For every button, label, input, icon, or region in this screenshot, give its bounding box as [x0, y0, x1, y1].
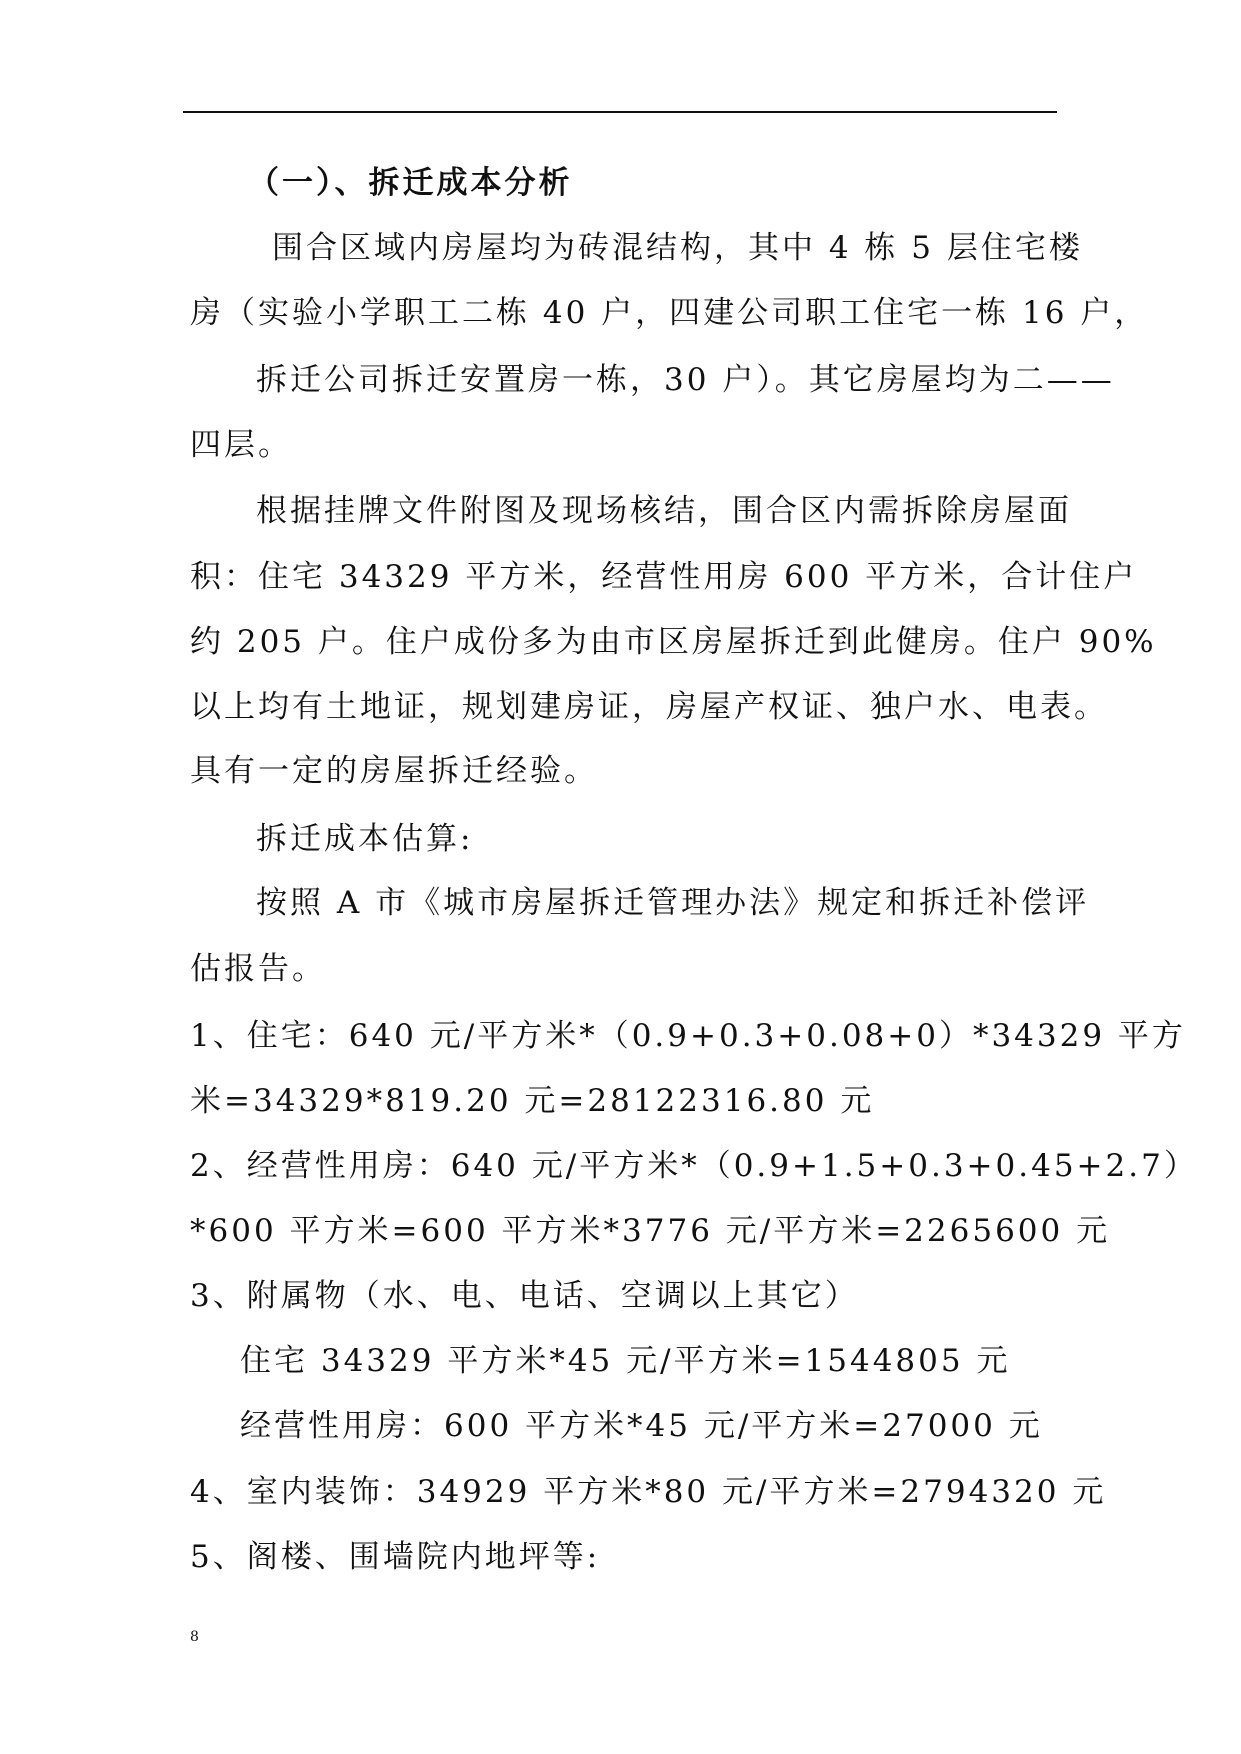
section-heading: （一）、拆迁成本分析 — [248, 165, 573, 201]
body-line: 米=34329*819.20 元=28122316.80 元 — [190, 1083, 875, 1119]
body-line: 经营性用房：600 平方米*45 元/平方米=27000 元 — [240, 1408, 1043, 1444]
body-line: 约 205 户。住户成份多为由市区房屋拆迁到此健房。住户 90% — [190, 624, 1157, 660]
body-line: 房（实验小学职工二栋 40 户，四建公司职工住宅一栋 16 户， — [190, 295, 1149, 331]
body-line: 四层。 — [190, 427, 292, 463]
header-rule — [183, 111, 1057, 113]
body-line: 2、经营性用房：640 元/平方米*（0.9+1.5+0.3+0.45+2.7） — [190, 1148, 1198, 1184]
body-line: *600 平方米=600 平方米*3776 元/平方米=2265600 元 — [190, 1213, 1111, 1249]
page-number: 8 — [190, 1629, 199, 1645]
body-line: 5、阁楼、围墙院内地坪等: — [190, 1539, 601, 1575]
body-line: 具有一定的房屋拆迁经验。 — [190, 753, 598, 789]
body-line: 拆迁公司拆迁安置房一栋，30 户）。其它房屋均为二—— — [256, 362, 1115, 398]
body-line: 3、附属物（水、电、电话、空调以上其它） — [190, 1278, 859, 1314]
body-line: 估报告。 — [190, 951, 326, 987]
body-line: 1、住宅：640 元/平方米*（0.9+0.3+0.08+0）*34329 平方 — [190, 1018, 1186, 1054]
body-line: 住宅 34329 平方米*45 元/平方米=1544805 元 — [240, 1343, 1011, 1379]
body-line: 4、室内装饰：34929 平方米*80 元/平方米=2794320 元 — [190, 1474, 1107, 1510]
body-line: 以上均有土地证，规划建房证，房屋产权证、独户水、电表。 — [190, 689, 1108, 725]
body-line: 按照 A 市《城市房屋拆迁管理办法》规定和拆迁补偿评 — [256, 885, 1090, 921]
body-line: 积：住宅 34329 平方米，经营性用房 600 平方米，合计住户 — [190, 559, 1138, 595]
body-line: 围合区域内房屋均为砖混结构，其中 4 栋 5 层住宅楼 — [272, 230, 1083, 266]
body-line: 拆迁成本估算: — [256, 821, 474, 857]
body-line: 根据挂牌文件附图及现场核结，围合区内需拆除房屋面 — [256, 493, 1072, 529]
